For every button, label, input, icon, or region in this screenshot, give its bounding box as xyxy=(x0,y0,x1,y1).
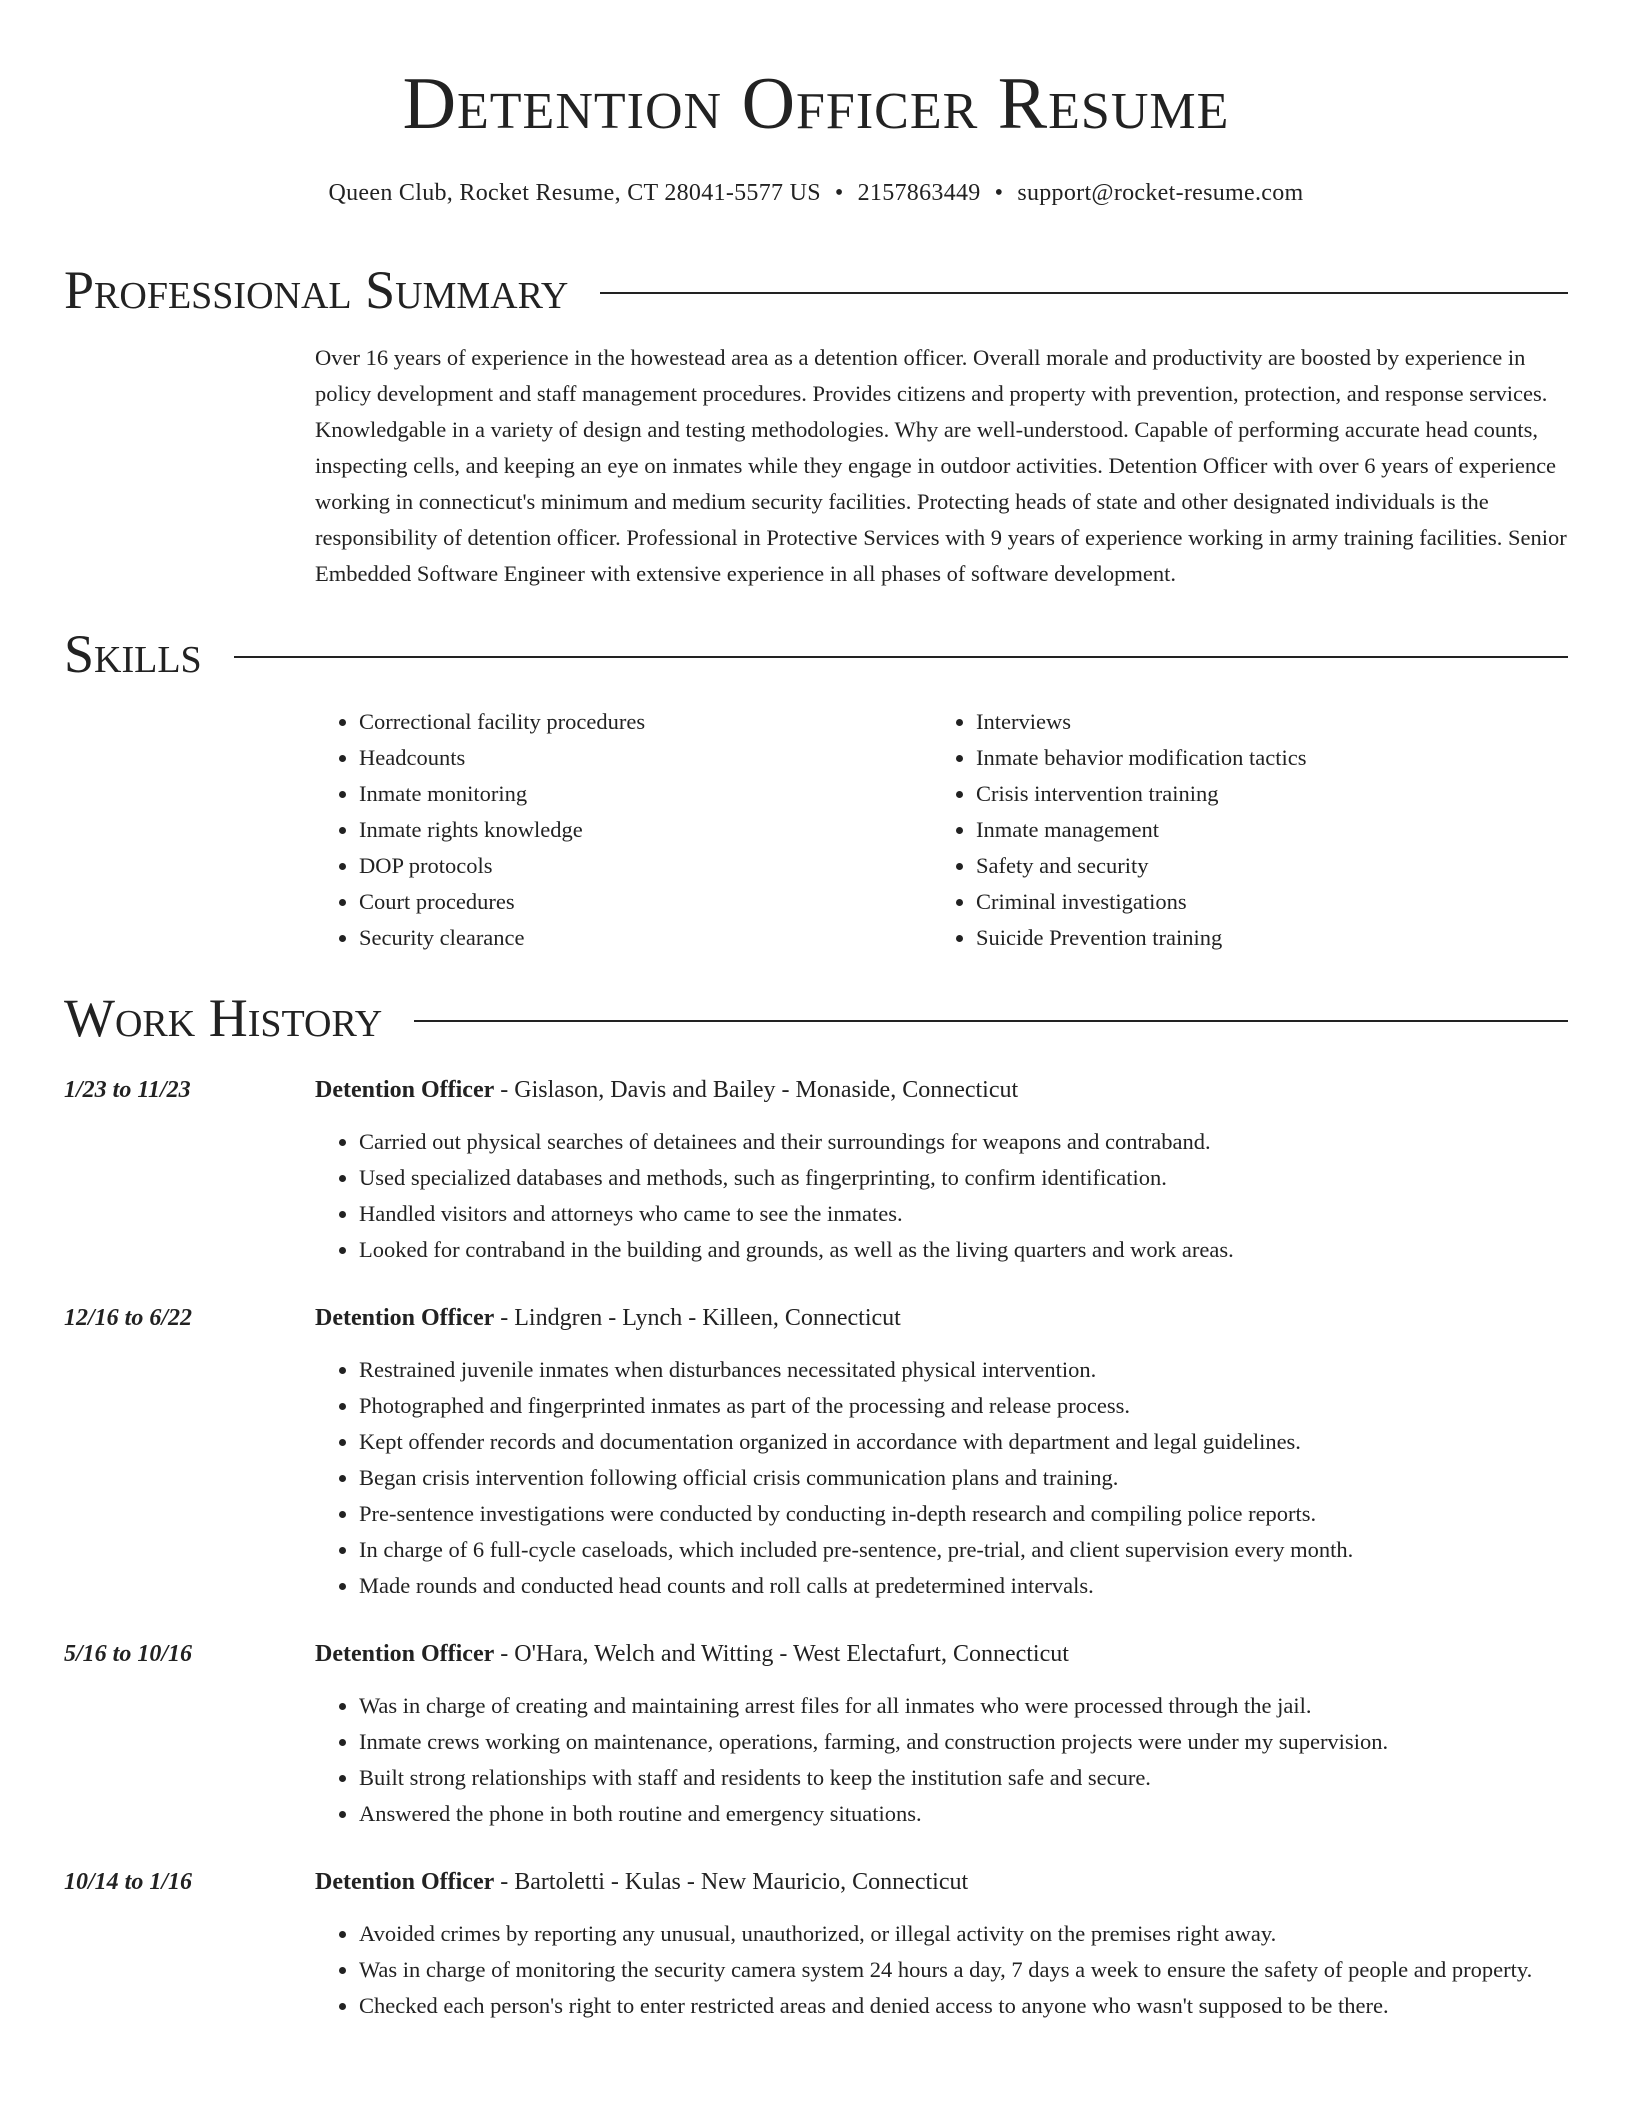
job-title-line xyxy=(315,1300,1568,1336)
contact-email: support@rocket-resume.com xyxy=(1017,180,1304,206)
job-bullet: • Handled visitors and attorneys who came to see the inmates. xyxy=(359,1196,1568,1232)
resume-title: Detention Officer Resume xyxy=(402,63,1230,145)
skill-item: • Criminal investigations xyxy=(976,884,1549,920)
job-bullet: • Carried out physical searches of detainees and their surroundings for weapons and contraband. xyxy=(359,1124,1568,1160)
work-history-section xyxy=(64,986,1568,2024)
skill-item: • DOP protocols xyxy=(359,848,932,884)
resume-page xyxy=(64,0,1568,2024)
skill-item: • Safety and security xyxy=(976,848,1549,884)
job-employer: - Bartoletti - Kulas - New Mauricio, Connecticut xyxy=(494,1869,969,1895)
job-bullet: • Restrained juvenile inmates when disturbances necessitated physical intervention. xyxy=(359,1352,1568,1388)
summary-text: Over 16 years of experience in the howestead area as a detention officer. Overall morale and productivity are boosted by experience in policy development and staff management procedures. Provides citizens and property with prevention, protection, and response services. Knowledgable in a variety of design and testing methodologies. Why are well-understood. Capable of performing accurate head counts, inspecting cells, and keeping an eye on inmates while they engage in outdoor activities. Detention Officer with over 6 years of experience working in connecticut's minimum and medium security facilities. Protecting heads of state and other designated individuals is the responsibility of detention officer. Professional in Protective Services with 9 years of experience working in army training facilities. Senior Embedded Software Engineer with extensive experience in all phases of software development. xyxy=(315,345,1567,586)
job-title-line xyxy=(315,1636,1568,1672)
section-divider xyxy=(414,1020,1568,1022)
job-entry xyxy=(64,1636,1568,1832)
job-bullet: • Inmate crews working on maintenance, operations, farming, and construction projects were under my supervision. xyxy=(359,1724,1568,1760)
skill-item: • Suicide Prevention training xyxy=(976,920,1549,956)
skills-column-right xyxy=(932,704,1549,956)
job-dates: 1/23 to 11/23 xyxy=(64,1077,191,1103)
job-title-line xyxy=(315,1072,1568,1108)
job-title: Detention Officer xyxy=(315,1869,495,1895)
job-title: Detention Officer xyxy=(315,1641,495,1667)
skills-list-right xyxy=(932,704,1549,956)
skill-item: • Court procedures xyxy=(359,884,932,920)
job-bullet: • Kept offender records and documentation organized in accordance with department and legal guidelines. xyxy=(359,1424,1568,1460)
job-title: Detention Officer xyxy=(315,1305,495,1331)
skill-item: • Security clearance xyxy=(359,920,932,956)
skills-heading-label: Skills xyxy=(64,624,202,684)
contact-address: Queen Club, Rocket Resume, CT 28041-5577 US xyxy=(328,180,821,206)
job-bullet: • Was in charge of creating and maintaining arrest files for all inmates who were processed through the jail. xyxy=(359,1688,1568,1724)
summary-heading-label: Professional Summary xyxy=(64,260,569,320)
job-bullets xyxy=(315,1916,1568,2024)
work-history-heading-label: Work History xyxy=(64,988,383,1048)
summary-heading xyxy=(64,258,1568,322)
skill-item: • Correctional facility procedures xyxy=(359,704,932,740)
job-dates: 12/16 to 6/22 xyxy=(64,1305,193,1331)
job-bullets xyxy=(315,1124,1568,1268)
job-dates: 10/14 to 1/16 xyxy=(64,1869,193,1895)
skills-list-left xyxy=(315,704,932,956)
job-title-line xyxy=(315,1864,1568,1900)
job-title: Detention Officer xyxy=(315,1077,495,1103)
job-bullet: • Checked each person's right to enter restricted areas and denied access to anyone who wasn't supposed to be there. xyxy=(359,1988,1568,2024)
section-divider xyxy=(600,292,1568,294)
job-bullet: • Pre-sentence investigations were conducted by conducting in-depth research and compiling police reports. xyxy=(359,1496,1568,1532)
contact-separator: • xyxy=(834,180,844,206)
contact-line xyxy=(64,176,1568,210)
job-dates: 5/16 to 10/16 xyxy=(64,1641,193,1667)
job-bullet: • Avoided crimes by reporting any unusual, unauthorized, or illegal activity on the premises right away. xyxy=(359,1916,1568,1952)
skills-section xyxy=(64,622,1568,956)
job-bullet: • Answered the phone in both routine and emergency situations. xyxy=(359,1796,1568,1832)
skill-item: • Inmate management xyxy=(976,812,1549,848)
work-history-heading xyxy=(64,986,1568,1050)
job-entry xyxy=(64,1864,1568,2024)
skill-item: • Headcounts xyxy=(359,740,932,776)
skill-item: • Inmate rights knowledge xyxy=(359,812,932,848)
job-employer: - Gislason, Davis and Bailey - Monaside, Connecticut xyxy=(494,1077,1019,1103)
contact-phone: 2157863449 xyxy=(857,180,981,206)
job-bullet: • Began crisis intervention following official crisis communication plans and training. xyxy=(359,1460,1568,1496)
skill-item: • Interviews xyxy=(976,704,1549,740)
job-bullets xyxy=(315,1352,1568,1604)
job-bullet: • Was in charge of monitoring the security camera system 24 hours a day, 7 days a week to ensure the safety of people and property. xyxy=(359,1952,1568,1988)
job-bullet: • Photographed and fingerprinted inmates as part of the processing and release process. xyxy=(359,1388,1568,1424)
job-bullet: • In charge of 6 full-cycle caseloads, which included pre-sentence, pre-trial, and client supervision every month. xyxy=(359,1532,1568,1568)
skills-grid xyxy=(315,704,1568,956)
section-divider xyxy=(234,656,1568,658)
job-bullet: • Used specialized databases and methods, such as fingerprinting, to confirm identification. xyxy=(359,1160,1568,1196)
job-bullets xyxy=(315,1688,1568,1832)
contact-separator: • xyxy=(994,180,1004,206)
job-bullet: • Built strong relationships with staff and residents to keep the institution safe and secure. xyxy=(359,1760,1568,1796)
job-entry xyxy=(64,1072,1568,1268)
skills-heading xyxy=(64,622,1568,686)
job-employer: - O'Hara, Welch and Witting - West Electafurt, Connecticut xyxy=(494,1641,1069,1667)
skills-column-left xyxy=(315,704,932,956)
job-bullet: • Made rounds and conducted head counts and roll calls at predetermined intervals. xyxy=(359,1568,1568,1604)
job-bullet: • Looked for contraband in the building and grounds, as well as the living quarters and work areas. xyxy=(359,1232,1568,1268)
job-entry xyxy=(64,1300,1568,1604)
skill-item: • Crisis intervention training xyxy=(976,776,1549,812)
skill-item: • Inmate monitoring xyxy=(359,776,932,812)
summary-section xyxy=(64,258,1568,592)
skill-item: • Inmate behavior modification tactics xyxy=(976,740,1549,776)
job-employer: - Lindgren - Lynch - Killeen, Connecticut xyxy=(494,1305,901,1331)
